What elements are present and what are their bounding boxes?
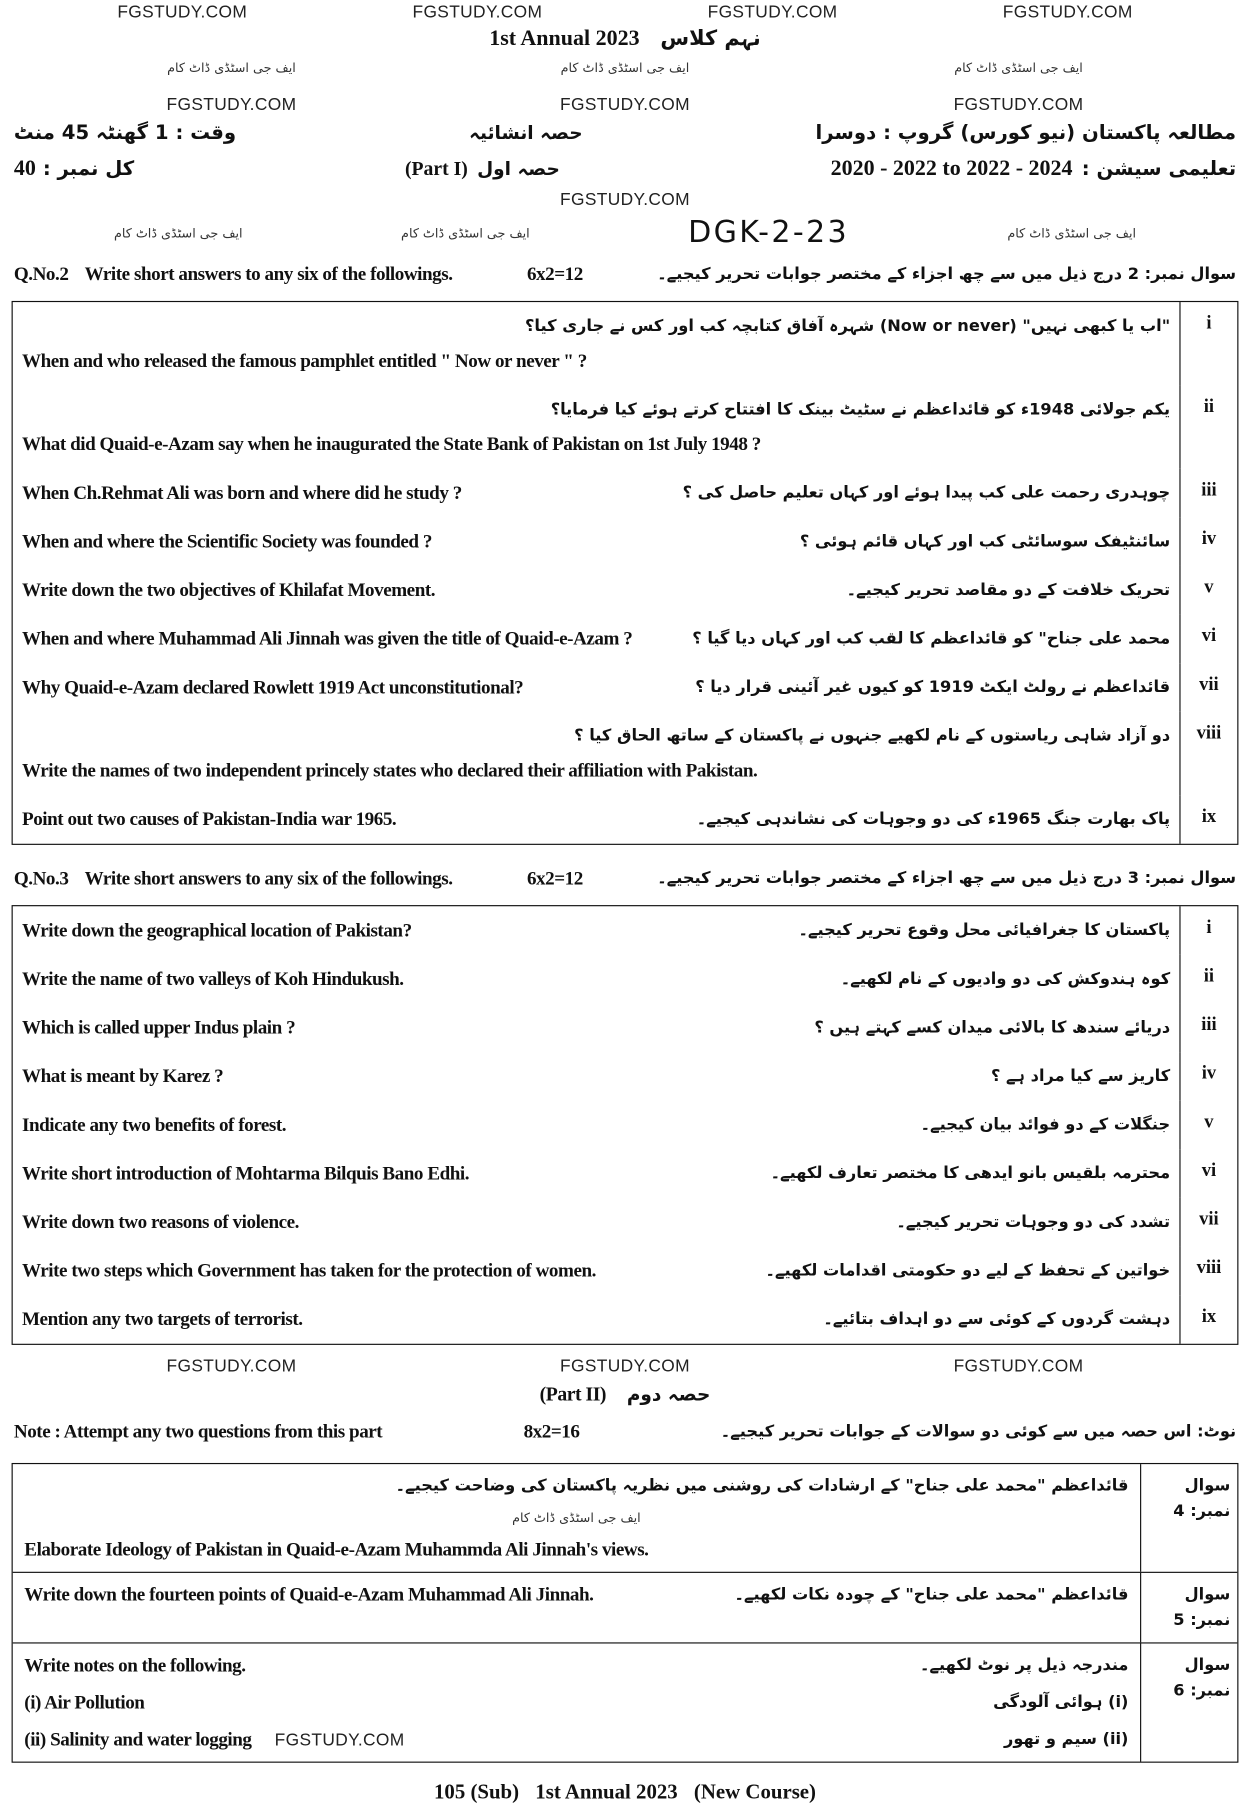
q2-item-row [13, 615, 1238, 664]
q3-item-row [13, 1052, 1238, 1101]
q2-item-text-ur: محمد علی جناح" کو قائداعظم کا لقب کب اور کہاں دیا گیا ؟ [692, 629, 1171, 649]
q5-text-ur: قائداعظم "محمد علی جناح" کے چودہ نکات لکھیے۔ [734, 1585, 1129, 1605]
watermark: FGSTUDY.COM [953, 1355, 1084, 1376]
q2-item-text-ur: تحریک خلافت کے دو مقاصد تحریر کیجیے۔ [846, 581, 1171, 600]
watermark: ایف جی اسٹڈی ڈاٹ کام [113, 225, 243, 241]
q2-item-content [13, 302, 1180, 385]
q3-item-content [13, 1295, 1180, 1344]
q2-item-text: When Ch.Rehmat Ali was born and where did he study ? [21, 481, 462, 504]
q5-number-cell [1140, 1573, 1237, 1642]
q3-item-number: i [1179, 906, 1237, 955]
exam-title-row [0, 23, 1250, 55]
q3-item-text: Write short introduction of Mohtarma Bilquis Bano Edhi. [21, 1162, 470, 1185]
q4-row [13, 1464, 1238, 1572]
watermark: FGSTUDY.COM [560, 94, 690, 115]
q2-item-number: iv [1179, 517, 1237, 566]
q3-item-number: vi [1179, 1149, 1237, 1198]
watermark: ایف جی اسٹڈی ڈاٹ کام [401, 225, 530, 241]
q4-content [13, 1464, 1140, 1572]
q5-content [13, 1573, 1140, 1642]
session-row [0, 150, 1250, 187]
q2-item-text: What did Quaid-e-Azam say when he inaugurated the State Bank of Pakistan on 1st July 1948 ? [21, 432, 761, 455]
q6-text-ur: مندرجہ ذیل پر نوٹ لکھیے۔ [920, 1656, 1129, 1675]
part2-title-ur: حصہ دوم [626, 1383, 711, 1406]
watermark: FGSTUDY.COM [166, 1355, 297, 1376]
q2-item-text: When and who released the famous pamphlet entitled " Now or never " ? [21, 349, 587, 372]
handwritten-board-code: DGK-2-23 [688, 215, 849, 251]
watermark: ایف جی اسٹڈی ڈاٹ کام [560, 59, 690, 75]
q3-item-text: Write two steps which Government has taken for the protection of women. [21, 1259, 596, 1282]
q2-item-number: ix [1179, 795, 1237, 844]
q3-item-text-ur: محترمہ بلقیس بانو ایدھی کا مختصر تعارف لکھیے۔ [770, 1164, 1171, 1183]
q2-item-content [13, 385, 1180, 468]
q2-item-content [13, 615, 1180, 664]
q5-row [13, 1572, 1238, 1643]
q2-item-number: viii [1179, 712, 1237, 795]
q3-box [12, 905, 1239, 1345]
q3-item-number: ix [1179, 1295, 1237, 1344]
part2-title: (Part II) [539, 1383, 606, 1406]
q3-item-row [13, 1198, 1238, 1247]
q3-item-content [13, 955, 1180, 1004]
q3-item-content [13, 1198, 1180, 1247]
watermark: ایف جی اسٹڈی ڈاٹ کام [512, 1510, 641, 1526]
q3-heading [0, 859, 1250, 898]
q2-item-text-ur: یکم جولائی 1948ء کو قائداعظم نے سٹیٹ بینک کا افتتاح کرتے ہوئے کیا فرمایا؟ [550, 400, 1171, 419]
q6-row [13, 1642, 1238, 1761]
q2-item-number: i [1179, 302, 1237, 385]
q3-item-text: Which is called upper Indus plain ? [21, 1016, 296, 1039]
q2-item-text-ur: سائنٹیفک سوسائٹی کب اور کہاں قائم ہوئی ؟ [799, 532, 1171, 551]
q2-item-row [13, 712, 1238, 795]
q2-item-text: Why Quaid-e-Azam declared Rowlett 1919 Act unconstitutional? [21, 675, 524, 698]
q3-item-content [13, 1052, 1180, 1101]
q3-item-content [13, 906, 1180, 955]
q3-item-text-ur: پاکستان کا جغرافیائی محل وقوع تحریر کیجیے۔ [798, 921, 1171, 940]
q2-item-content [13, 469, 1180, 518]
q3-item-number: iv [1179, 1052, 1237, 1101]
q2-item-row [13, 385, 1238, 468]
q2-item-text-ur: دو آزاد شاہی ریاستوں کے نام لکھیے جنہوں نے پاکستان کے ساتھ الحاق کیا ؟ [574, 726, 1171, 746]
q2-instruction: Write short answers to any six of the followings. [84, 262, 453, 285]
q6-pair [24, 1653, 1128, 1678]
q6-part-ii: (ii) Salinity and water logging [24, 1728, 252, 1751]
class-label: نہم کلاس [660, 26, 761, 51]
q5-pair [24, 1582, 1128, 1607]
q3-item-number: viii [1179, 1247, 1237, 1296]
q2-item-text: Write the names of two independent princely states who declared their affiliation with Pakistan. [21, 759, 758, 782]
q2-item-number: iii [1179, 469, 1237, 518]
part2-note: Note : Attempt any two questions from this part [13, 1420, 383, 1443]
q2-item-number: v [1179, 566, 1237, 615]
watermark-row [0, 56, 1250, 79]
q2-item-row [13, 795, 1238, 844]
q2-item-row [13, 302, 1238, 385]
q3-item-row [13, 906, 1238, 955]
q3-item-content [13, 1149, 1180, 1198]
q3-item-content [13, 1101, 1180, 1150]
q3-item-content [13, 1247, 1180, 1296]
footer-annual: 1st Annual 2023 [535, 1779, 678, 1803]
section-label: حصہ انشائیہ [469, 121, 583, 144]
q2-item-row [13, 566, 1238, 615]
watermark-row [0, 188, 1250, 211]
q6-content [13, 1644, 1140, 1762]
q3-instruction: Write short answers to any six of the followings. [84, 866, 453, 889]
watermark: FGSTUDY.COM [166, 94, 297, 115]
total-marks: 40 [13, 156, 36, 181]
q3-item-text: Write down the geographical location of Pakistan? [21, 918, 412, 941]
total-marks-group [14, 156, 134, 181]
time-allowed: وقت : 1 گھنٹہ 45 منٹ [13, 121, 237, 145]
q6-part-ii-ur: (ii) سیم و تھور [1003, 1730, 1129, 1749]
q3-item-text: Write the name of two valleys of Koh Hindukush. [21, 967, 404, 990]
part2-note-row [0, 1412, 1250, 1451]
q4-text: Elaborate Ideology of Pakistan in Quaid-e-Azam Muhammda Ali Jinnah's views. [24, 1538, 649, 1561]
q3-item-text: Write down two reasons of violence. [21, 1210, 299, 1233]
q3-item-text-ur: خواتین کے تحفظ کے لیے دو حکومتی اقدامات لکھیے۔ [765, 1261, 1171, 1281]
watermark: FGSTUDY.COM [274, 1729, 405, 1750]
q3-item-row [13, 1295, 1238, 1344]
watermark: FGSTUDY.COM [707, 1, 838, 22]
q6-part-ii-pair [24, 1727, 1128, 1752]
q3-item-number: v [1179, 1101, 1237, 1150]
footer-course: (New Course) [693, 1779, 816, 1803]
q2-item-content [13, 517, 1180, 566]
q2-item-number: vii [1179, 663, 1237, 712]
q2-item-content [13, 712, 1180, 795]
q3-instruction-ur: سوال نمبر: 3 درج ذیل میں سے چھ اجزاء کے مختصر جوابات تحریر کیجیے۔ [657, 869, 1237, 888]
exam-annual: 1st Annual 2023 [489, 26, 640, 51]
q3-item-text-ur: دہشت گردوں کے کوئی سے دو اہداف بتائیے۔ [823, 1310, 1171, 1329]
q2-item-row [13, 517, 1238, 566]
watermark-row [0, 0, 1250, 23]
q2-item-text-ur: پاک بھارت جنگ 1965ء کی دو وجوہات کی نشاندہی کیجیے۔ [696, 810, 1171, 829]
part2-note-ur: نوٹ: اس حصہ میں سے کوئی دو سوالات کے جوابات تحریر کیجیے۔ [720, 1422, 1237, 1441]
q3-item-text: Mention any two targets of terrorist. [21, 1307, 303, 1330]
q3-item-text-ur: کوہ ہندوکش کی دو وادیوں کے نام لکھیے۔ [840, 969, 1171, 989]
q3-item-row [13, 1101, 1238, 1150]
subject-group: مطالعہ پاکستان (نیو کورس) گروپ : دوسرا [815, 121, 1237, 145]
q2-item-text: When and where Muhammad Ali Jinnah was given the title of Quaid-e-Azam ? [21, 627, 633, 650]
q6-part-i-pair [24, 1690, 1128, 1715]
q3-item-text-ur: تشدد کی دو وجوہات تحریر کیجیے۔ [896, 1212, 1171, 1232]
q5-text: Write down the fourteen points of Quaid-e-Azam Muhammad Ali Jinnah. [24, 1583, 594, 1606]
part1-title-ur: حصہ اول [477, 157, 560, 180]
watermark: FGSTUDY.COM [117, 1, 248, 22]
watermark: ایف جی اسٹڈی ڈاٹ کام [1007, 225, 1137, 241]
q2-item-number: vi [1179, 615, 1237, 664]
q2-item-text-ur: "اب یا کبھی نہیں" (Now or never) شہرہ آفاق کتابچہ کب اور کس نے جاری کیا؟ [525, 317, 1171, 336]
q3-heading-left [14, 866, 453, 891]
q2-item-row [13, 469, 1238, 518]
session: 2020 - 2022 to 2022 - 2024 [830, 156, 1073, 181]
watermark: ایف جی اسٹڈی ڈاٹ کام [954, 59, 1083, 75]
q3-label: Q.No.3 [13, 866, 69, 889]
watermark-row [0, 93, 1250, 116]
watermark: FGSTUDY.COM [412, 1, 543, 22]
q2-item-content [13, 663, 1180, 712]
subject-row [0, 116, 1250, 151]
q5-number: سوال نمبر: 5 [1173, 1585, 1231, 1630]
watermark-row [0, 211, 1250, 255]
part2-title-row [0, 1377, 1250, 1412]
watermark: FGSTUDY.COM [560, 1355, 690, 1376]
q2-item-text-ur: چوہدری رحمت علی کب پیدا ہوئے اور کہاں تعلیم حاصل کی ؟ [682, 483, 1171, 503]
q2-instruction-ur: سوال نمبر: 2 درج ذیل میں سے چھ اجزاء کے مختصر جوابات تحریر کیجیے۔ [657, 265, 1237, 284]
part2-marks: 8x2=16 [523, 1420, 580, 1443]
watermark: ایف جی اسٹڈی ڈاٹ کام [167, 59, 296, 75]
total-marks-label: کل نمبر : [42, 157, 135, 181]
q3-item-row [13, 955, 1238, 1004]
session-label: تعلیمی سیشن : [1081, 157, 1237, 181]
watermark-row [0, 1354, 1250, 1377]
q2-item-text: When and where the Scientific Society was founded ? [21, 530, 432, 553]
q2-heading [0, 255, 1250, 294]
q3-marks: 6x2=12 [526, 866, 583, 889]
q3-item-text: What is meant by Karez ? [21, 1064, 224, 1087]
q3-item-number: iii [1179, 1003, 1237, 1052]
q3-item-row [13, 1247, 1238, 1296]
q2-marks: 6x2=12 [526, 262, 583, 285]
footer-paper-code: 105 (Sub) [433, 1779, 520, 1803]
footer [0, 1774, 1250, 1809]
q6-part-i: (i) Air Pollution [24, 1690, 145, 1713]
q6-number-cell [1140, 1644, 1237, 1762]
q4-number-cell [1140, 1464, 1237, 1572]
q2-box [12, 301, 1239, 845]
q2-item-content [13, 795, 1180, 844]
q3-item-content [13, 1003, 1180, 1052]
session-group [831, 156, 1236, 181]
part2-box [12, 1463, 1239, 1763]
q2-heading-left [14, 262, 453, 287]
q4-number: سوال نمبر: 4 [1173, 1476, 1231, 1521]
part1-title: (Part I) [404, 157, 468, 180]
q2-item-content [13, 566, 1180, 615]
q6-part-i-ur: (i) ہوائی آلودگی [993, 1693, 1129, 1712]
q2-label: Q.No.2 [13, 262, 69, 285]
q4-text-ur: قائداعظم "محمد علی جناح" کے ارشادات کی روشنی میں نظریہ پاکستان کی وضاحت کیجیے۔ [395, 1476, 1129, 1496]
q3-item-text-ur: دریائے سندھ کا بالائی میدان کسے کہتے ہیں ؟ [814, 1018, 1171, 1038]
q3-item-text-ur: کاریز سے کیا مراد ہے ؟ [991, 1067, 1171, 1086]
watermark: FGSTUDY.COM [1002, 1, 1133, 22]
q3-item-text-ur: جنگلات کے دو فوائد بیان کیجیے۔ [920, 1115, 1171, 1135]
q3-item-row [13, 1149, 1238, 1198]
q3-item-row [13, 1003, 1238, 1052]
q3-item-number: ii [1179, 955, 1237, 1004]
q6-number: سوال نمبر: 6 [1173, 1656, 1231, 1701]
q3-item-text: Indicate any two benefits of forest. [21, 1113, 287, 1136]
q2-item-row [13, 663, 1238, 712]
q2-item-number: ii [1179, 385, 1237, 468]
q6-text: Write notes on the following. [24, 1653, 246, 1676]
watermark: FGSTUDY.COM [953, 94, 1084, 115]
watermark: FGSTUDY.COM [560, 189, 690, 209]
part1-group [405, 156, 560, 181]
q2-item-text-ur: قائداعظم نے رولٹ ایکٹ 1919 کو کیوں غیر آئینی قرار دیا ؟ [695, 678, 1171, 697]
q2-item-text: Point out two causes of Pakistan-India war 1965. [21, 807, 397, 830]
q2-item-text: Write down the two objectives of Khilafat Movement. [21, 578, 436, 601]
q3-item-number: vii [1179, 1198, 1237, 1247]
